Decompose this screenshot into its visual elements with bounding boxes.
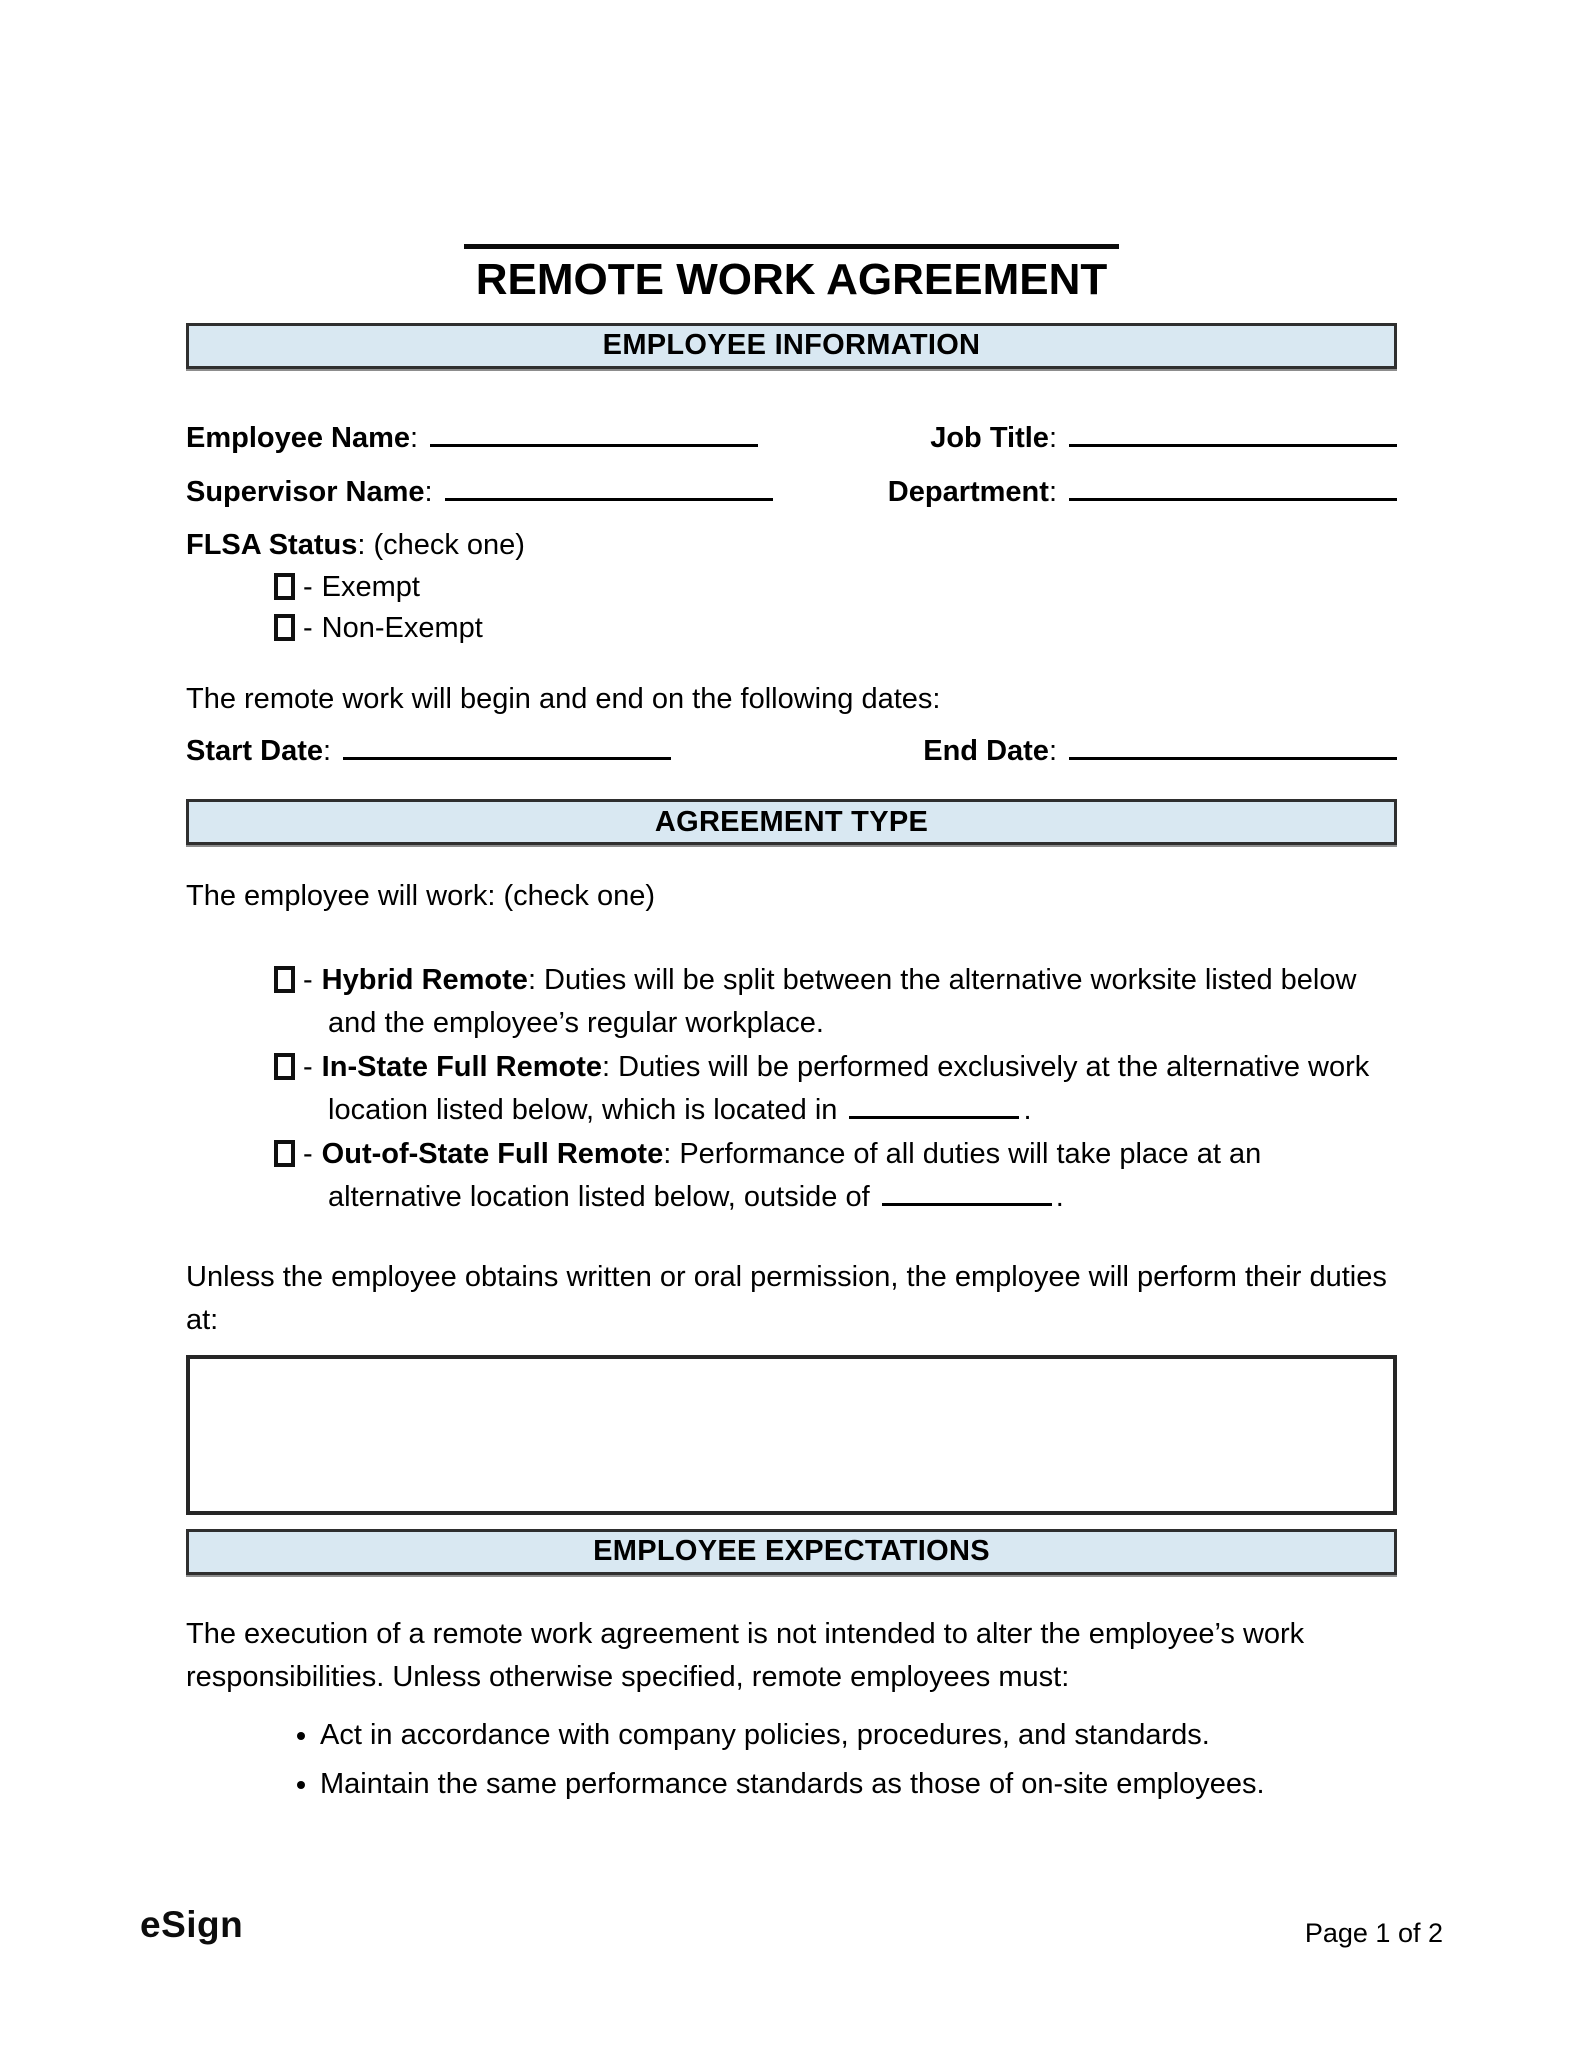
in-state-location-input-line[interactable] [849, 1095, 1019, 1119]
dash: - [303, 1137, 313, 1170]
supervisor-name-input-line[interactable] [445, 471, 773, 501]
supervisor-name-label: Supervisor Name [186, 476, 425, 509]
page-title: REMOTE WORK AGREEMENT [475, 255, 1108, 304]
field-row-dates [186, 730, 1397, 774]
colon: : [323, 734, 332, 767]
hybrid-remote-description: : Duties will be split between the alternative worksite listed below and the employee’s regular workplace. [328, 963, 1357, 1040]
hybrid-remote-label: Hybrid Remote [321, 963, 528, 996]
start-date-field [186, 730, 671, 774]
colon: : [1048, 734, 1057, 767]
expectations-list [186, 1714, 1397, 1807]
flsa-non-exempt-checkbox[interactable] [274, 614, 295, 641]
duties-location-intro: Unless the employee obtains written or oral permission, the employee will perform their duties at: [186, 1260, 1387, 1337]
start-date-input-line[interactable] [343, 730, 671, 760]
job-title-label: Job Title [930, 421, 1049, 454]
dash: - [303, 1050, 313, 1083]
flsa-exempt-checkbox[interactable] [274, 573, 295, 600]
field-row-supervisor-department [186, 471, 1397, 515]
colon: : [410, 421, 419, 454]
out-of-state-full-remote-description: : Performance of all duties will take place at an alternative location listed below, outside of [328, 1137, 1262, 1214]
expectations-intro: The execution of a remote work agreement is not intended to alter the employee’s work responsibilities. Unless otherwise specified, remote employees must: [186, 1617, 1305, 1694]
section-header-employee-information: EMPLOYEE INFORMATION [186, 323, 1397, 369]
sentence-period: . [1055, 1181, 1064, 1214]
job-title-input-line[interactable] [1069, 417, 1397, 447]
out-of-state-location-input-line[interactable] [882, 1182, 1052, 1206]
field-row-name-jobtitle [186, 417, 1397, 461]
flsa-non-exempt-label: Non-Exempt [321, 611, 483, 644]
section-header-agreement-type: AGREEMENT TYPE [186, 799, 1397, 845]
job-title-field [930, 417, 1397, 461]
title-rule [464, 244, 1119, 249]
option-out-of-state-full-remote [274, 1133, 1397, 1220]
employee-name-input-line[interactable] [430, 417, 758, 447]
expectation-item-text: Act in accordance with company policies, procedures, and standards. [320, 1718, 1210, 1751]
end-date-label: End Date [923, 734, 1049, 767]
dash: - [303, 571, 313, 604]
out-of-state-full-remote-label: Out-of-State Full Remote [321, 1137, 664, 1170]
page-content [186, 0, 1397, 1813]
flsa-exempt-label: Exempt [321, 571, 420, 604]
dash: - [303, 963, 313, 996]
flsa-status-line [186, 524, 1397, 568]
colon: : [1048, 421, 1057, 454]
flsa-check-one-hint: (check one) [365, 528, 525, 561]
department-input-line[interactable] [1069, 471, 1397, 501]
end-date-field [923, 730, 1397, 774]
hybrid-remote-checkbox[interactable] [274, 966, 295, 993]
expectation-item-text: Maintain the same performance standards as those of on-site employees. [320, 1768, 1265, 1801]
option-hybrid-remote [274, 959, 1397, 1046]
supervisor-name-field [186, 471, 773, 515]
page-indicator: Page 1 of 2 [1304, 1918, 1443, 1948]
agreement-type-options [186, 959, 1397, 1220]
dash: - [303, 611, 313, 644]
section-header-employee-expectations: EMPLOYEE EXPECTATIONS [186, 1529, 1397, 1575]
esign-logo: eSign [140, 1904, 244, 1945]
end-date-input-line[interactable] [1069, 730, 1397, 760]
in-state-full-remote-checkbox[interactable] [274, 1053, 295, 1080]
colon: : [1048, 476, 1057, 509]
duties-location-box[interactable] [186, 1355, 1397, 1515]
department-label: Department [887, 476, 1049, 509]
start-date-label: Start Date [186, 734, 323, 767]
sentence-period: . [1023, 1094, 1032, 1127]
out-of-state-full-remote-checkbox[interactable] [274, 1140, 295, 1167]
colon: : [357, 528, 366, 561]
employee-name-label: Employee Name [186, 421, 411, 454]
employee-name-field [186, 417, 758, 461]
expectation-item [320, 1763, 1397, 1807]
colon: : [424, 476, 433, 509]
option-in-state-full-remote [274, 1046, 1397, 1133]
flsa-option-non-exempt [274, 608, 1397, 649]
flsa-option-exempt [274, 567, 1397, 608]
dates-intro-text: The remote work will begin and end on the following dates: [186, 683, 941, 716]
agreement-type-intro: The employee will work: (check one) [186, 880, 656, 913]
in-state-full-remote-label: In-State Full Remote [321, 1050, 603, 1083]
flsa-status-label: FLSA Status [186, 528, 358, 561]
expectation-item [320, 1714, 1397, 1758]
in-state-full-remote-description: : Duties will be performed exclusively at the alternative work location listed below, which is located in [328, 1050, 1370, 1127]
department-field [888, 471, 1397, 515]
